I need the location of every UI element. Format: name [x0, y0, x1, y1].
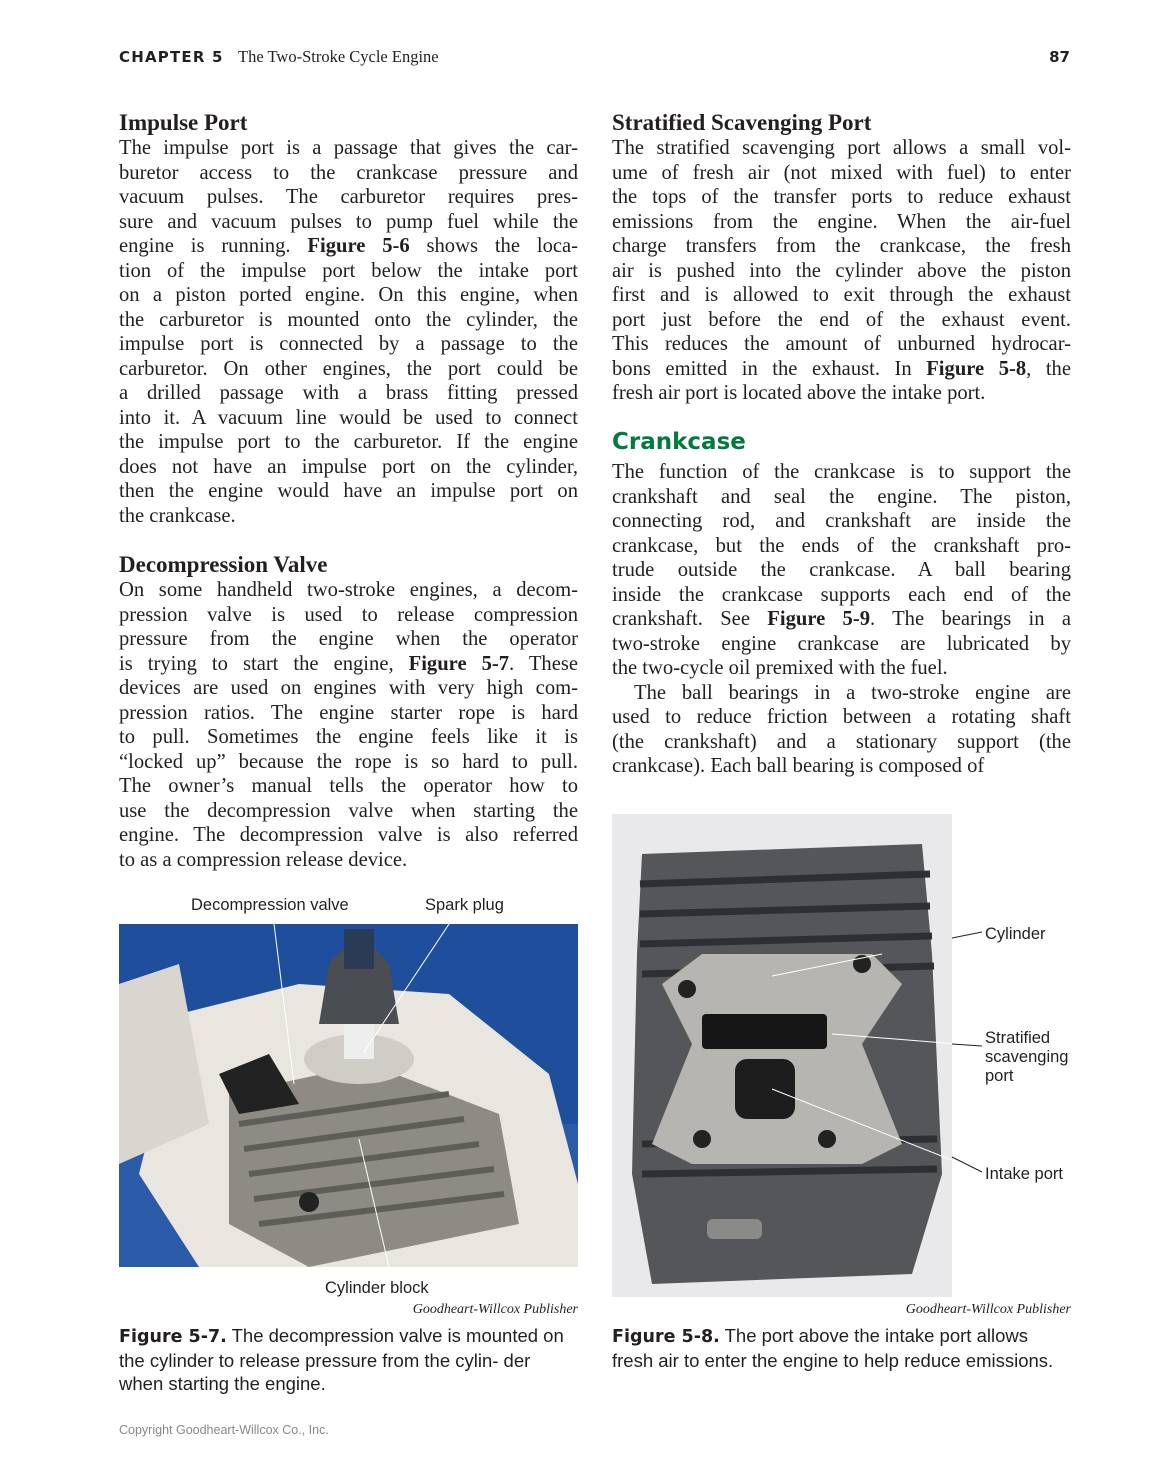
paragraph	[119, 578, 578, 872]
caption-text: The port above the intake port allows fresh air to enter the engine to help reduce emissions.	[612, 1325, 1054, 1371]
label-stratified-line2: scavenging	[985, 1048, 1069, 1066]
section-impulse-port	[119, 110, 578, 528]
figure-number: Figure 5-7.	[119, 1327, 227, 1347]
text-line: devices are used on engines with very high com-	[119, 677, 578, 699]
paragraph	[612, 136, 1071, 406]
text-line: The impulse port is a passage that gives the car-	[119, 137, 578, 159]
text-line: carburetor. On other engines, the port could be	[119, 357, 578, 380]
text-line: air is pushed into the cylinder above the piston	[612, 259, 1071, 282]
section-crankcase	[612, 428, 1071, 779]
paragraph	[119, 136, 578, 528]
text-line: emissions from the engine. When the air-fuel	[612, 210, 1071, 233]
text-line: is trying to start the engine, Figure 5-7. These	[119, 652, 578, 675]
text-line: crankcase, but the ends of the crankshaft pro-	[612, 534, 1071, 557]
text-line: engine is running. Figure 5-6 shows the loca-	[119, 235, 579, 257]
label-stratified-line1: Stratified	[985, 1029, 1051, 1047]
text-line: pression ratios. The engine starter rope is hard	[119, 701, 578, 724]
heading-impulse-port: Impulse Port	[119, 110, 248, 135]
chapter-label: CHAPTER 5	[119, 48, 224, 66]
text-line: use the decompression valve when starting the	[119, 799, 578, 822]
text-line: trude outside the crankcase. A ball bearing	[612, 559, 1071, 581]
label-cylinder: Cylinder	[985, 925, 1046, 943]
text-line: pressure from the engine when the operator	[119, 628, 578, 650]
text-line: the impulse port to the carburetor. If the engine	[119, 431, 578, 453]
figure-5-8-caption	[612, 1324, 1071, 1372]
label-decompression-valve: Decompression valve	[191, 896, 349, 914]
text-line: to pull. Sometimes the engine feels like it is	[119, 726, 578, 748]
text-line: The owner’s manual tells the operator how to	[119, 775, 578, 797]
text-line: crankcase). Each ball bearing is composed of	[612, 755, 985, 777]
text-line: On some handheld two-stroke engines, a decom-	[119, 579, 578, 601]
text-line: The function of the crankcase is to support the	[612, 461, 1071, 483]
text-line: crankshaft and seal the engine. The piston,	[612, 485, 1071, 508]
text-line: The stratified scavenging port allows a small vol-	[612, 137, 1071, 159]
text-line: the tops of the transfer ports to reduce exhaust	[612, 186, 1071, 208]
text-line: a drilled passage with a brass fitting pressed	[119, 382, 578, 404]
text-line: port just before the end of the exhaust event.	[612, 308, 1071, 331]
text-line: tion of the impulse port below the intake port	[119, 259, 578, 282]
text-line: This reduces the amount of unburned hydrocar-	[612, 333, 1071, 355]
text-line: buretor access to the crankcase pressure and	[119, 161, 578, 184]
figure-credit: Goodheart-Willcox Publisher	[412, 1302, 578, 1317]
text-line: crankshaft. See Figure 5-9. The bearings in a	[612, 608, 1071, 630]
label-intake-port: Intake port	[985, 1165, 1063, 1183]
heading-crankcase: Crankcase	[612, 429, 746, 455]
text-line: charge transfers from the crankcase, the fresh	[612, 235, 1071, 257]
text-line: into it. A vacuum line would be used to connect	[119, 406, 578, 429]
caption-text: The decompression valve is mounted on the cylinder to release pressure from the cylin- der when starting the engine.	[119, 1325, 564, 1394]
text-line: bons emitted in the exhaust. In Figure 5-8, the	[612, 357, 1071, 380]
figure-5-7-caption	[119, 1324, 578, 1395]
text-line: the carburetor is mounted onto the cylinder, the	[119, 308, 578, 331]
heading-stratified-port: Stratified Scavenging Port	[612, 110, 872, 135]
text-line: then the engine would have an impulse port on	[119, 480, 578, 502]
figure-credit: Goodheart-Willcox Publisher	[905, 1302, 1071, 1317]
label-spark-plug: Spark plug	[425, 896, 504, 914]
text-line: to as a compression release device.	[119, 848, 408, 871]
text-line: impulse port is connected by a passage to the	[119, 333, 578, 355]
text-line: (the crankshaft) and a stationary support (the	[612, 730, 1071, 753]
text-line: “locked up” because the rope is so hard to pull.	[119, 750, 578, 773]
text-line: two-stroke engine crankcase are lubricated by	[612, 632, 1071, 655]
text-line: sure and vacuum pulses to pump fuel while the	[119, 210, 578, 233]
text-line: The ball bearings in a two-stroke engine are	[634, 681, 1071, 704]
figure-number: Figure 5-8.	[612, 1327, 720, 1347]
paragraph	[612, 460, 1071, 681]
text-line: used to reduce friction between a rotating shaft	[612, 706, 1071, 728]
heading-decompression-valve: Decompression Valve	[119, 552, 328, 577]
figure-5-7-photo	[119, 924, 578, 1267]
text-line: does not have an impulse port on the cylinder,	[119, 455, 578, 478]
text-line: connecting rod, and crankshaft are inside the	[612, 510, 1071, 532]
copyright: Copyright Goodheart-Willcox Co., Inc.	[119, 1423, 329, 1437]
label-cylinder-block: Cylinder block	[325, 1279, 429, 1297]
text-line: the two-cycle oil premixed with the fuel.	[612, 657, 948, 679]
text-line: the crankcase.	[119, 504, 236, 527]
text-line: ume of fresh air (not mixed with fuel) to enter	[612, 161, 1071, 184]
text-line: engine. The decompression valve is also referred	[119, 824, 578, 846]
text-line: inside the crankcase supports each end of the	[612, 583, 1071, 606]
page-number: 87	[1049, 48, 1070, 66]
text-line: pression valve is used to release compression	[119, 603, 578, 626]
label-stratified-line3: port	[985, 1067, 1014, 1085]
section-decompression-valve	[119, 552, 578, 872]
text-line: first and is allowed to exit through the exhaust	[612, 284, 1071, 306]
paragraph	[612, 681, 1071, 779]
section-stratified-port	[612, 110, 1071, 406]
chapter-title: The Two-Stroke Cycle Engine	[238, 47, 439, 66]
text-line: on a piston ported engine. On this engine, when	[119, 284, 578, 306]
text-line: fresh air port is located above the intake port.	[612, 382, 986, 404]
text-line: vacuum pulses. The carburetor requires pres-	[119, 186, 578, 208]
